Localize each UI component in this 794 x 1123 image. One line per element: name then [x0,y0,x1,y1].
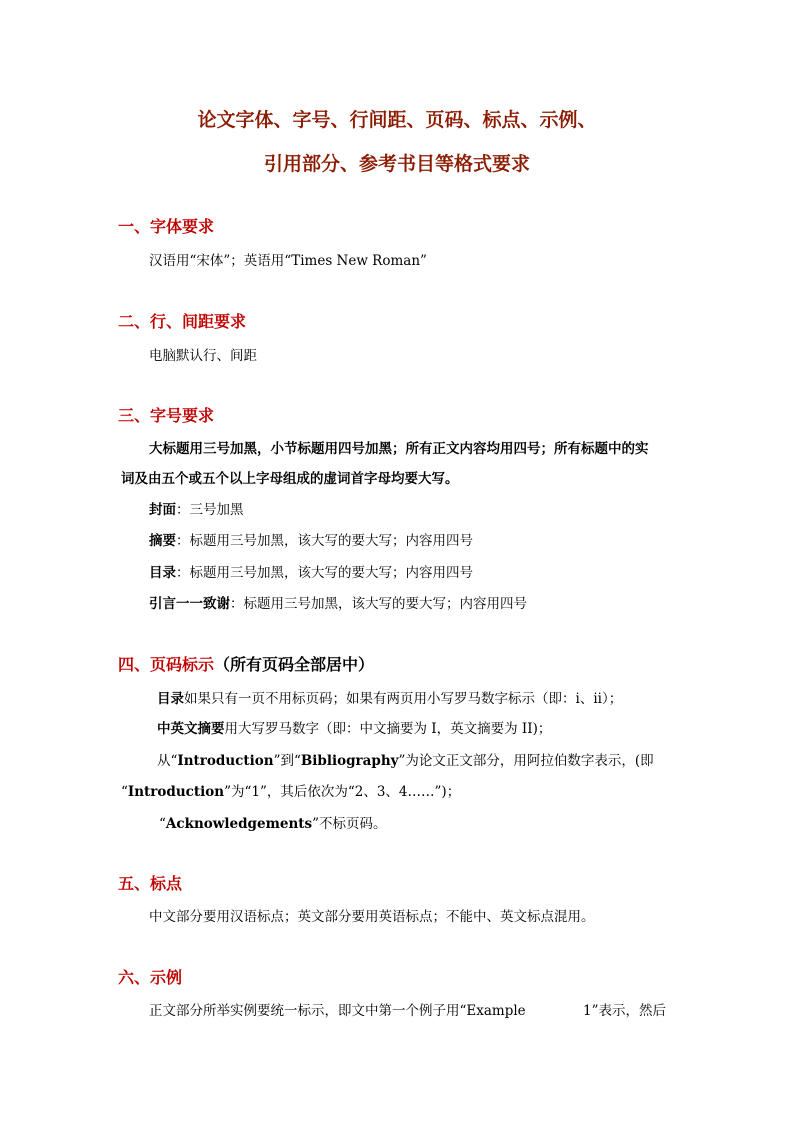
size-item-desc: ：标题用三号加黑，该大写的要大写；内容用四号 [176,533,473,549]
page-number-body-line [157,749,654,769]
page-number-term: 目录 [157,691,184,707]
page-number-term: 中英文摘要 [157,721,225,737]
section-5-heading [118,871,182,894]
introduction-term: Introduction [177,753,274,769]
section-3-heading-text: 三、字号要求 [118,406,215,425]
section-3-para-line-1: 大标题用三号加黑，小节标题用四号加黑；所有正文内容均用四号；所有标题中的实 [149,441,649,457]
page-number-ack-line [159,812,387,832]
page-number-text: 如果只有一页不用标页码；如果有两页用小写罗马数字标示（即：i、ii）； [184,691,623,707]
section-1-heading-text: 一、字体要求 [118,217,215,236]
quote-open: “ [121,784,128,800]
bibliography-term: Bibliography [300,753,399,769]
connector-text: ”到“ [273,753,301,769]
section-6-heading [118,965,182,988]
section-4-heading [118,652,374,675]
page-number-toc-line [157,687,622,707]
section-3-heading [118,403,214,426]
page-number-text: 用大写罗马数字（即：中文摘要为 I，英文摘要为 II)； [224,721,552,737]
section-1-text: 汉语用“宋体”；英语用“Times New Roman” [149,253,427,269]
numbering-description: ”为“1”，其后依次为“2、3、4……”)； [224,784,461,800]
section-6-heading-text: 六、示例 [118,968,183,987]
size-item-term: 目录 [149,565,176,581]
section-6-text-a: 正文部分所举实例要统一标示，即文中第一个例子用“Example [149,1003,526,1019]
size-item-toc [149,561,473,581]
section-2-heading-text: 二、行、间距要求 [118,312,247,331]
quote-open: “ [159,816,166,832]
section-5-text: 中文部分要用汉语标点；英文部分要用英语标点；不能中、英文标点混用。 [149,909,595,925]
section-4-heading-text: 四、页码标示 [118,655,215,674]
ack-description: ”不标页码。 [312,816,387,832]
doc-title-line-2: 引用部分、参考书目等格式要求 [263,153,530,175]
section-1-heading [118,214,214,237]
size-item-cover [149,498,244,518]
page-number-body-line-2 [121,780,460,800]
doc-title-line-1: 论文字体、字号、行间距、页码、标点、示例、 [197,109,597,131]
size-item-term: 封面 [149,502,176,518]
page-number-abstract-line [157,717,551,737]
section-2-heading [118,309,246,332]
size-item-intro-ack [149,592,527,612]
quote-open: 从“ [157,753,178,769]
size-item-desc: ：标题用三号加黑，该大写的要大写；内容用四号 [176,565,473,581]
section-6-text-b: 1”表示，然后 [583,1003,666,1019]
body-description: ”为论文正文部分，用阿拉伯数字表示，(即 [398,753,654,769]
size-item-desc: ：标题用三号加黑，该大写的要大写；内容用四号 [230,596,527,612]
acknowledgements-term: Acknowledgements [165,816,313,832]
section-4-heading-note: （所有页码全部居中） [214,655,375,674]
section-3-para-line-2: 词及由五个或五个以上字母组成的虚词首字母均要大写。 [121,471,459,487]
size-item-term: 引言一一致谢 [149,596,230,612]
size-item-desc: ：三号加黑 [176,502,244,518]
section-2-text: 电脑默认行、间距 [149,348,257,364]
size-item-abstract [149,529,473,549]
introduction-term: Introduction [127,784,225,800]
size-item-term: 摘要 [149,533,176,549]
section-5-heading-text: 五、标点 [118,874,183,893]
